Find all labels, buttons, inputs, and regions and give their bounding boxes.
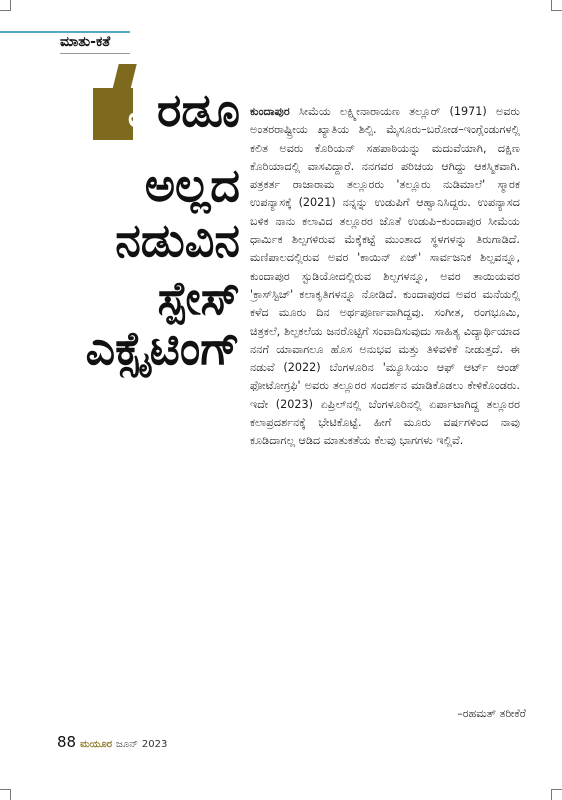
page-footer [57,732,167,751]
title-line-4: ಸ್ಪೇಸ್ [157,271,240,325]
title-line-1-text: ರಡೂ [157,83,240,137]
article-text: ಸೀಮೆಯ ಲಕ್ಷ್ಮೀನಾರಾಯಣ ತಲ್ಲೂರ್ (1971) ಅವರು ಅಂತರರಾಷ್ಟ್ರೀಯ ಖ್ಯಾತಿಯ ಶಿಲ್ಪಿ. ಮೈಸೂರು–ಬರೋಡ–ಇಂಗ್ಲೆಂಡುಗಳಲ್ಲಿ ಕಲಿತ ಅವರು ಕೊರಿಯನ್ ಸಹಪಾಠಿಯನ್ನು ಮದುವೆಯಾಗಿ, ದಕ್ಷಿಣ ಕೊರಿಯಾದಲ್ಲಿ ವಾಸವಿದ್ದಾರೆ. ನನಗವರ ಪರಿಚಯ ಆಗಿದ್ದು ಆಕಸ್ಮಿಕವಾಗಿ. ಪತ್ರಕರ್ತ ರಾಜಾರಾಮ ತಲ್ಲೂರರು 'ತಲ್ಲೂರು ನುಡಿಮಾಲೆ' ಸ್ಮಾರಕ ಉಪನ್ಯಾಸಕ್ಕೆ (2021) ನನ್ನನ್ನು ಉಡುಪಿಗೆ ಆಹ್ವಾನಿಸಿದ್ದರು. ಉಪನ್ಯಾಸದ ಬಳಿಕ ನಾನು ಕಲಾವಿದ ತಲ್ಲೂರರ ಜೊತೆ ಉಡುಪಿ–ಕುಂದಾಪುರ ಸೀಮೆಯ ಧಾರ್ಮಿಕ ಶಿಲ್ಪಗಳಿರುವ ಮೆಕ್ಕೆಕಟ್ಟೆ ಮುಂತಾದ ಸ್ಥಳಗಳನ್ನು ತಿರುಗಾಡಿದೆ. ಮಣಿಪಾಲದಲ್ಲಿರುವ ಅವರ 'ಕಾಯಿನ್ ಏಜ್' ಸಾರ್ವಜನಿಕ ಶಿಲ್ಪವನ್ನೂ, ಕುಂದಾಪುರ ಸ್ಟುಡಿಯೋದಲ್ಲಿರುವ ಶಿಲ್ಪಗಳನ್ನೂ, ಅವರ ತಾಯಿಯವರ 'ಕ್ರಾಸ್‌ಸ್ಟಿಚ್' ಕಲಾಕೃತಿಗಳನ್ನೂ ನೋಡಿದೆ. ಕುಂದಾಪುರದ ಅವರ ಮನೆಯಲ್ಲಿ ಕಳೆದ ಮೂರು ದಿನ ಅರ್ಥಪೂರ್ಣವಾಗಿದ್ದವು. ಸಂಗೀತ, ರಂಗಭೂಮಿ, ಚಿತ್ರಕಲೆ, ಶಿಲ್ಪಕಲೆಯ ಜನರೊಟ್ಟಿಗೆ ಸಂವಾದಿಸುವುದು ಸಾಹಿತ್ಯ ವಿದ್ಯಾರ್ಥಿಯಾದ ನನಗೆ ಯಾವಾಗಲೂ ಹೊಸ ಅನುಭವ ಮತ್ತು ತಿಳಿವಳಿಕೆ ನೀಡುತ್ತದೆ. ಈ ನಡುವೆ (2022) ಬೆಂಗಳೂರಿನ 'ಮ್ಯೂಸಿಯಂ ಆಫ್ ಆರ್ಟ್ ಆಂಡ್ ಫೋಟೋಗ್ರಫಿ' ಅವರು ತಲ್ಲೂರರ ಸಂದರ್ಶನ ಮಾಡಿಕೊಡಲು ಕೇಳಿಕೊಂಡರು. ಇದೇ (2023) ಏಪ್ರಿಲ್‌ನಲ್ಲಿ ಬೆಂಗಳೂರಿನಲ್ಲಿ ಏರ್ಪಾಟಾಗಿದ್ದ ತಲ್ಲೂರರ ಕಲಾಪ್ರದರ್ಶನಕ್ಕೆ ಭೇಟಿಕೊಟ್ಟೆ. ಹೀಗೆ ಮೂರು ವರ್ಷಗಳಿಂದ ನಾವು ಕೂಡಿದಾಗಲ್ಲ ಆಡಿದ ಮಾತುಕತೆಯ ಕೆಲವು ಭಾಗಗಳು ಇಲ್ಲಿವೆ. [250,105,520,448]
crop-mark-bottom-left [0,789,11,800]
article-paragraph [250,103,520,451]
section-underline [60,53,130,54]
issue-month: ಜೂನ್ [115,739,138,750]
title-line-5: ಎಕ್ಸೈಟಿಂಗ್ [85,321,240,375]
crop-mark-top-right [551,0,562,11]
title-line-3: ನಡುವಿನ [115,213,240,267]
section-label: ಮಾತು-ಕತೆ [60,34,111,50]
title-line-2: ಅಲ್ಲದ [144,158,240,212]
article-lead-word: ಕುಂದಾಪುರ [250,105,290,118]
article-body [250,103,520,451]
crop-mark-top-left [0,0,11,11]
byline: –ರಹಮತ್ ತರೀಕೆರೆ [457,707,526,720]
title-drop-cap: ಎ [127,83,158,137]
issue-year: 2023 [141,739,168,750]
crop-mark-bottom-right [551,789,562,800]
page-number: 88 [57,733,77,751]
section-rule [0,31,130,33]
magazine-name: ಮಯೂರ [80,739,112,750]
title-line-1 [127,82,240,138]
